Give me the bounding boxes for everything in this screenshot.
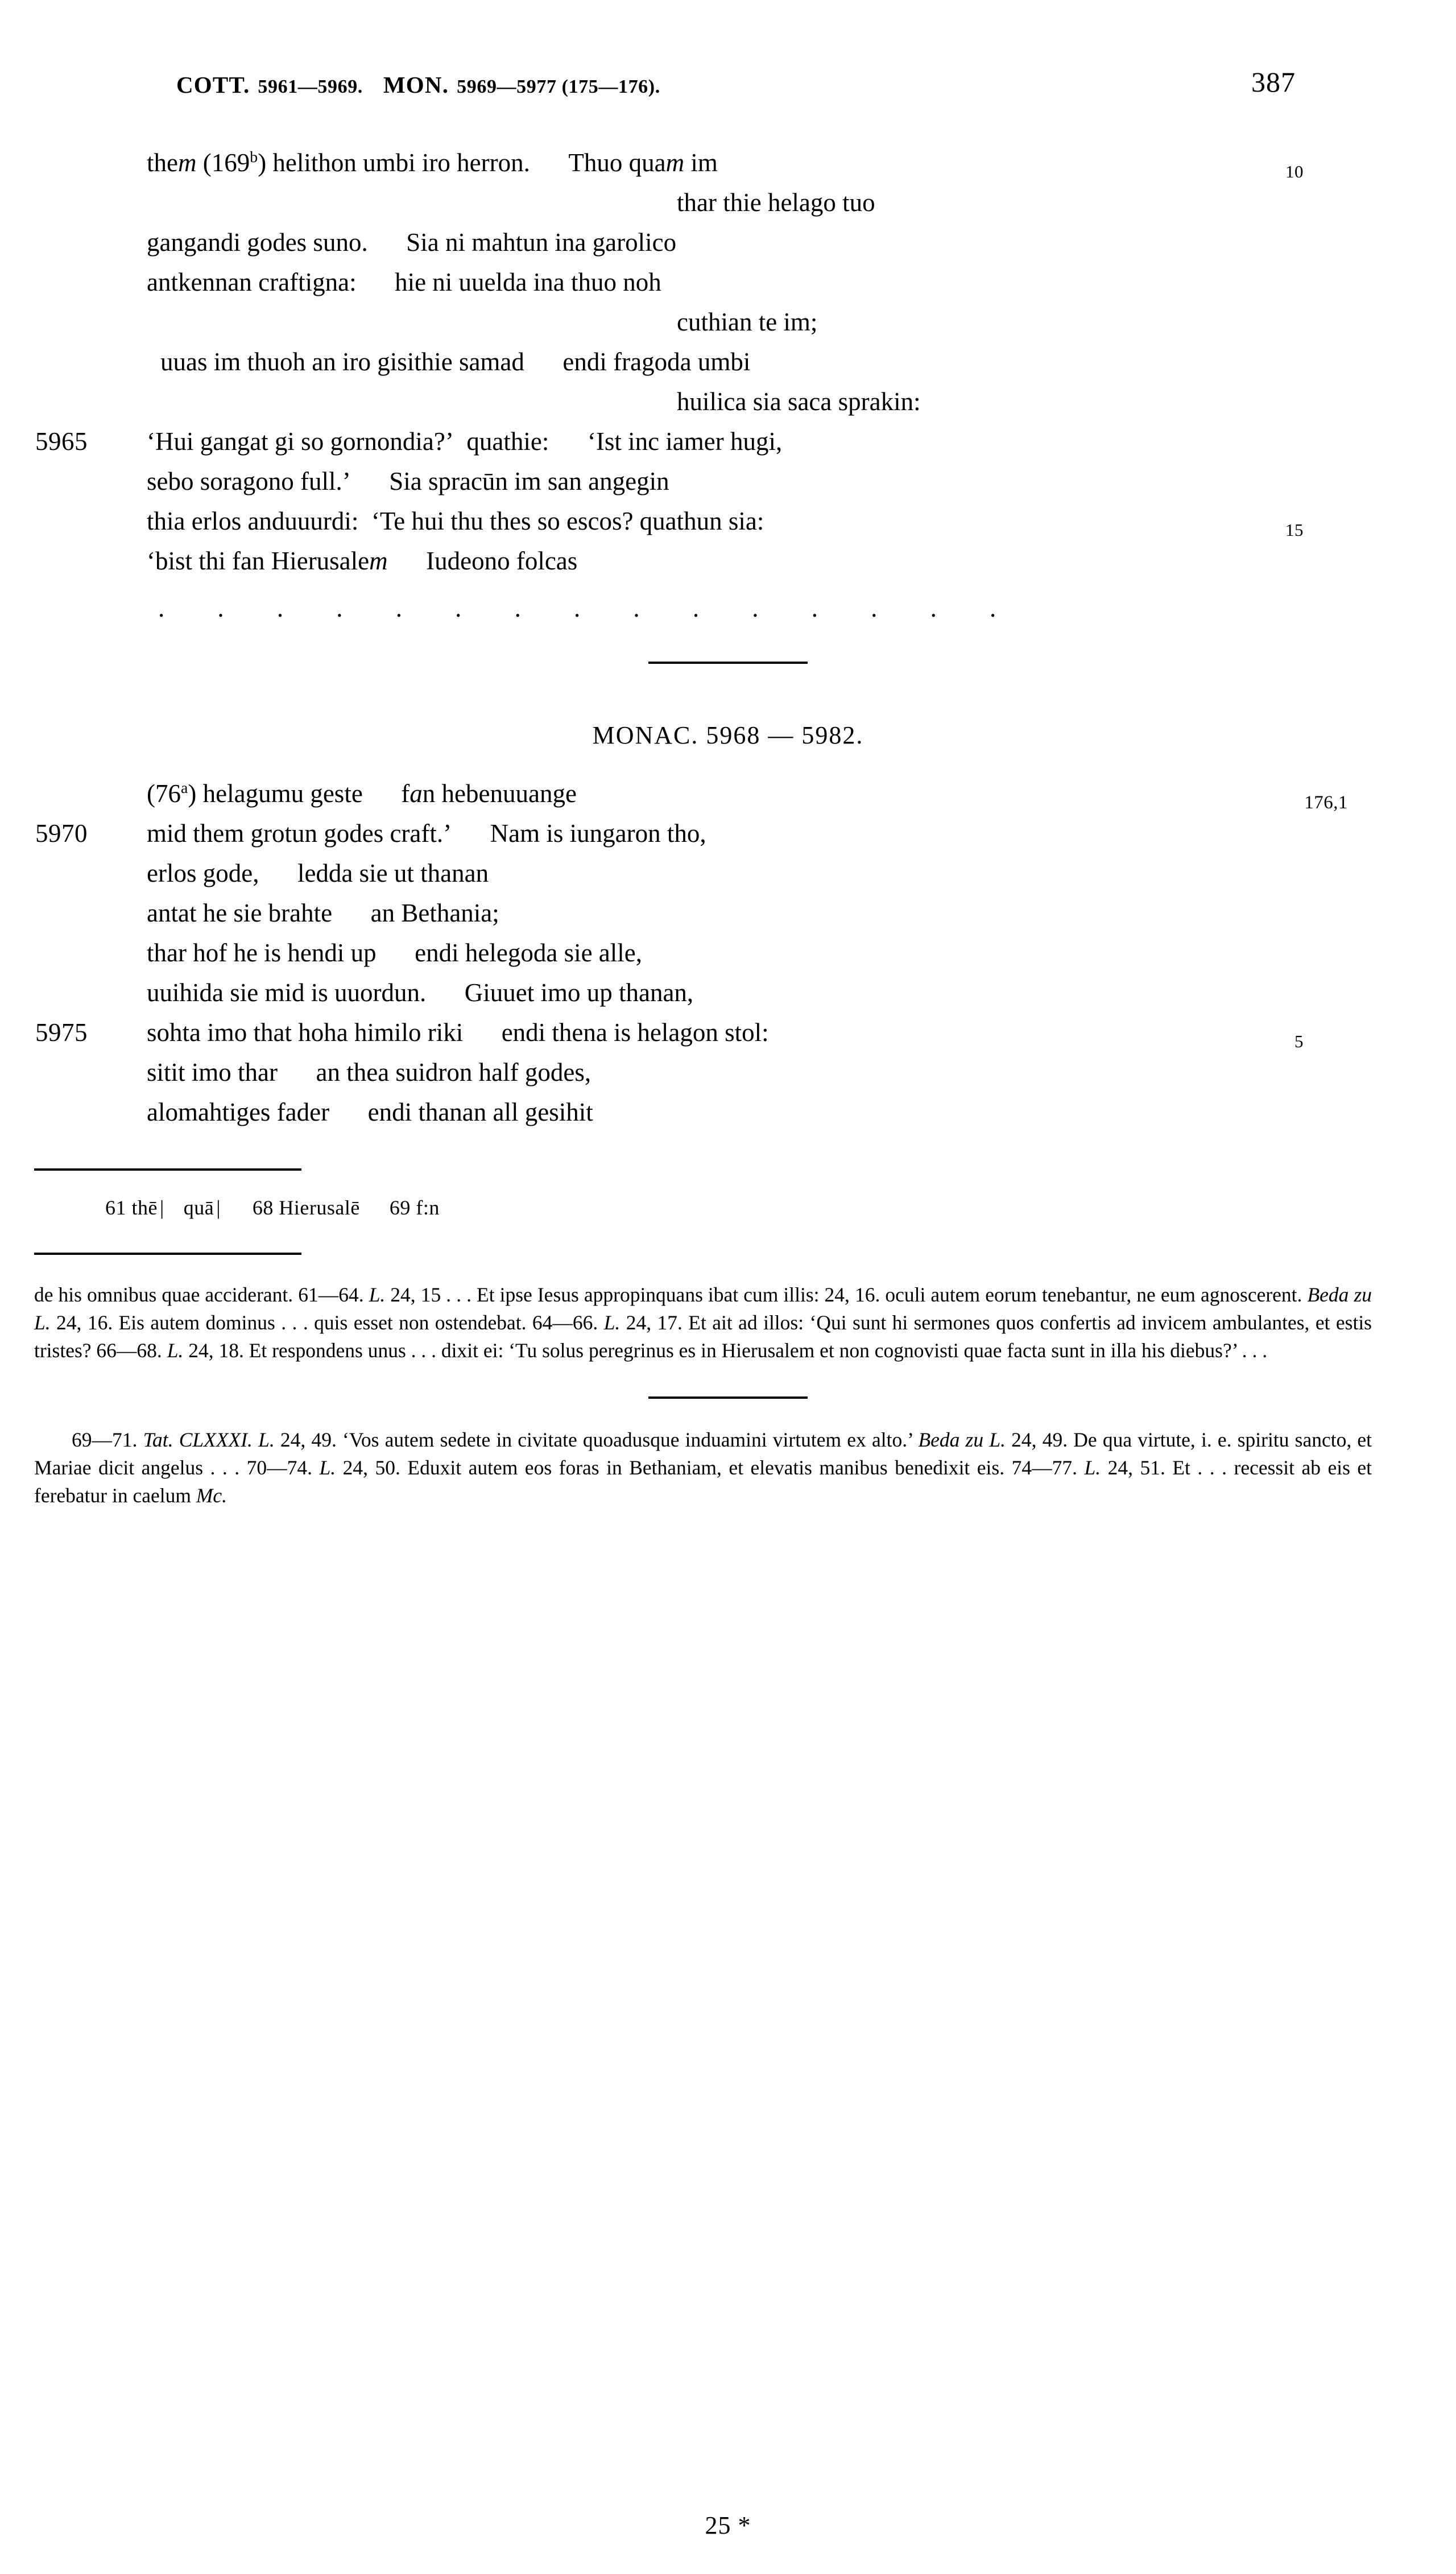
text-run: endi thena is helagon stol: bbox=[501, 1018, 769, 1047]
text-run bbox=[278, 1058, 316, 1086]
italic-text: m bbox=[177, 148, 197, 177]
verse-line bbox=[0, 422, 1456, 461]
notes-divider-rule-1 bbox=[34, 1253, 301, 1255]
verse-line-text bbox=[147, 143, 718, 183]
text-run: sohta imo that hoha himilo riki bbox=[147, 1018, 464, 1047]
text-run: uuas im thuoh an iro gisithie samad bbox=[160, 348, 524, 376]
verse-line bbox=[0, 262, 1456, 302]
text-run: an Bethania; bbox=[370, 899, 499, 927]
apparatus-reading: Hierusalē bbox=[279, 1196, 360, 1219]
text-run bbox=[388, 547, 427, 575]
omission-dots-row bbox=[0, 596, 1456, 632]
text-run: thia erlos anduuurdi: bbox=[147, 507, 359, 535]
apparatus-line-ref: 69 bbox=[389, 1196, 416, 1219]
omission-dot: . bbox=[633, 594, 640, 622]
omission-dot: . bbox=[158, 594, 165, 622]
superscript-marker: b bbox=[250, 148, 258, 166]
section-divider-rule bbox=[648, 662, 808, 664]
italic-text: Beda zu bbox=[918, 1428, 984, 1451]
text-run: ‘Ist inc iamer hugi, bbox=[587, 427, 783, 456]
text-run: gangandi godes suno. bbox=[147, 228, 368, 257]
italic-text: Mc. bbox=[196, 1484, 228, 1507]
verse-line bbox=[0, 853, 1456, 893]
italic-text: a bbox=[410, 779, 423, 808]
verse-margin-reference: 15 bbox=[1285, 520, 1304, 540]
verse-line bbox=[0, 183, 1456, 222]
verse-line-text bbox=[147, 973, 693, 1013]
text-run: the bbox=[147, 148, 178, 177]
text-run: endi thanan all gesihit bbox=[367, 1098, 593, 1126]
italic-text: L. bbox=[603, 1311, 621, 1334]
italic-text: L. bbox=[1084, 1456, 1101, 1479]
text-run: cuthian te im; bbox=[677, 308, 818, 336]
verse-margin-reference: 10 bbox=[1285, 162, 1304, 181]
italic-text: L. bbox=[258, 1428, 275, 1451]
italic-text: L. bbox=[167, 1339, 184, 1362]
text-run: Sia ni mahtun ina garolico bbox=[406, 228, 677, 257]
italic-text: L. bbox=[369, 1283, 386, 1306]
text-run bbox=[332, 899, 371, 927]
omission-dot: . bbox=[455, 594, 462, 622]
verse-line-text bbox=[677, 382, 921, 422]
italic-text: L. bbox=[34, 1311, 51, 1334]
text-run: im bbox=[684, 148, 718, 177]
text-run bbox=[454, 427, 467, 456]
text-run: quathie: bbox=[466, 427, 549, 456]
verse-line bbox=[0, 342, 1456, 382]
running-head-left-range: 5961—5969. bbox=[258, 76, 363, 97]
verse-line-text bbox=[677, 183, 875, 222]
apparatus-reading: thē bbox=[131, 1196, 158, 1219]
italic-text: Tat. CLXXXI. bbox=[143, 1428, 253, 1451]
verse-line bbox=[0, 541, 1456, 581]
text-run: erlos gode, bbox=[147, 859, 259, 887]
text-run bbox=[530, 148, 569, 177]
verse-line-text bbox=[147, 541, 577, 581]
omission-dot: . bbox=[395, 594, 402, 622]
text-run bbox=[524, 348, 563, 376]
text-run bbox=[259, 859, 297, 887]
monac-section-heading: MONAC. 5968 — 5982. bbox=[592, 721, 864, 749]
omission-dot: . bbox=[514, 594, 521, 622]
verse-line bbox=[0, 501, 1456, 541]
verse-line bbox=[0, 382, 1456, 422]
apparatus-reading: quā bbox=[183, 1196, 214, 1219]
omission-dot: . bbox=[276, 594, 284, 622]
omission-dot: . bbox=[752, 594, 759, 622]
italic-text: m bbox=[665, 148, 685, 177]
text-run bbox=[357, 268, 395, 296]
verse-line bbox=[0, 302, 1456, 342]
text-run: Sia spracūn im san angegin bbox=[389, 467, 669, 495]
verse-line-text bbox=[147, 262, 661, 302]
verse-line bbox=[0, 973, 1456, 1013]
verse-margin-reference: 5 bbox=[1294, 1031, 1304, 1051]
text-run bbox=[329, 1098, 368, 1126]
verse-line-text bbox=[147, 1052, 591, 1092]
text-run: 24, 18. Et respondens unus . . . dixit ei: ‘Tu solus peregrinus es in Hierusalem et non cognovisti quae facta sunt in illa his diebus?’ . . . bbox=[183, 1339, 1268, 1362]
running-head-right-main: MON. bbox=[383, 72, 449, 98]
verse-line-text bbox=[147, 1092, 593, 1132]
text-run: 24, 17. Et ait ad illos: ‘Qui sunt hi sermones quos confertis ad invicem ambulantes, et estis tristes? 66—68. bbox=[34, 1311, 1372, 1362]
text-run: 24, 49. ‘Vos autem sedete in civitate quoadusque induamini virtutem ex alto.’ bbox=[274, 1428, 919, 1451]
text-run: Thuo qua bbox=[568, 148, 666, 177]
text-run: ‘Hui gangat gi so gornondia?’ bbox=[147, 427, 454, 456]
verse-line-number: 5975 bbox=[35, 1018, 88, 1047]
text-run: ) helagumu geste bbox=[188, 779, 363, 808]
italic-text: L. bbox=[989, 1428, 1006, 1451]
verse-line bbox=[0, 933, 1456, 973]
verse-line-text bbox=[147, 501, 764, 541]
text-run: (169 bbox=[196, 148, 250, 177]
text-run: thar thie helago tuo bbox=[677, 188, 875, 217]
omission-dot: . bbox=[574, 594, 581, 622]
text-run bbox=[549, 427, 588, 456]
text-run: Nam is iungaron tho, bbox=[490, 819, 706, 848]
monac-verse-block bbox=[0, 774, 1456, 1132]
text-run: thar hof he is hendi up bbox=[147, 939, 377, 967]
text-run: uuihida sie mid is uuordun. bbox=[147, 978, 427, 1007]
text-run bbox=[253, 1428, 258, 1451]
text-run: ‘Te hui thu thes so escos? quathun sia: bbox=[371, 507, 764, 535]
text-run: 69—71. bbox=[72, 1428, 143, 1451]
verse-line-text bbox=[147, 893, 499, 933]
text-run: Iudeono folcas bbox=[426, 547, 578, 575]
text-run bbox=[452, 819, 490, 848]
text-run: 24, 50. Eduxit autem eos foras in Bethaniam, et elevatis manibus benedixit eis. 74—77. bbox=[336, 1456, 1085, 1479]
text-run: ) helithon umbi iro herron. bbox=[258, 148, 530, 177]
running-head-right-range: 5969—5977 (175—176). bbox=[457, 76, 660, 97]
verse-line bbox=[0, 1013, 1456, 1052]
verse-line bbox=[0, 1092, 1456, 1132]
apparatus-reading: f:n bbox=[416, 1196, 440, 1219]
verse-line bbox=[0, 461, 1456, 501]
running-head-title bbox=[176, 71, 660, 98]
text-run bbox=[368, 228, 407, 257]
latin-note-block-1 bbox=[34, 1281, 1372, 1365]
verse-line-text bbox=[147, 222, 676, 262]
verse-line-text bbox=[147, 813, 706, 853]
text-run: mid them grotun godes craft.’ bbox=[147, 819, 452, 848]
text-run: Giuuet imo up thanan, bbox=[464, 978, 694, 1007]
verse-line bbox=[0, 143, 1456, 183]
text-run: n hebenuuange bbox=[422, 779, 577, 808]
text-run: 24, 49. De qua virtute, i. e. spiritu sancto, et Mariae dicit angelus . . . 70—74. bbox=[34, 1428, 1372, 1479]
text-run: 24, 15 . . . Et ipse Iesus appropinquans ibat cum illis: 24, 16. oculi autem eorum tenebantur, ne eum agnoscerent. bbox=[385, 1283, 1308, 1306]
text-run bbox=[377, 939, 415, 967]
notes-divider-rule-2 bbox=[648, 1397, 808, 1399]
text-run: an thea suidron half godes, bbox=[316, 1058, 592, 1086]
text-run: alomahtiges fader bbox=[147, 1098, 330, 1126]
running-head bbox=[0, 66, 1456, 111]
omission-dot: . bbox=[336, 594, 343, 622]
italic-text: L. bbox=[319, 1456, 336, 1479]
text-run: sitit imo thar bbox=[147, 1058, 278, 1086]
verse-line bbox=[0, 893, 1456, 933]
omission-dot: . bbox=[692, 594, 700, 622]
italic-text: Beda zu bbox=[1307, 1283, 1372, 1306]
verse-line-text bbox=[160, 342, 750, 382]
text-run bbox=[351, 467, 390, 495]
omission-dot: . bbox=[871, 594, 878, 622]
text-run bbox=[983, 1428, 989, 1451]
text-run bbox=[363, 779, 402, 808]
verse-line bbox=[0, 813, 1456, 853]
verse-margin-reference: 176,1 bbox=[1304, 792, 1348, 813]
text-run: (76 bbox=[147, 779, 181, 808]
apparatus-separator: | bbox=[216, 1196, 221, 1219]
running-head-left-main: COTT. bbox=[176, 72, 250, 98]
text-run: f bbox=[401, 779, 410, 808]
verse-line-number: 5970 bbox=[35, 819, 88, 848]
omission-dot: . bbox=[990, 594, 996, 622]
verse-line-text bbox=[147, 1013, 769, 1052]
text-run: 24, 16. Eis autem dominus . . . quis esset non ostendebat. 64—66. bbox=[50, 1311, 604, 1334]
verse-line bbox=[0, 1052, 1456, 1092]
verse-line bbox=[0, 774, 1456, 813]
text-run: hie ni uuelda ina thuo noh bbox=[395, 268, 661, 296]
page-number: 387 bbox=[1251, 66, 1296, 98]
document-page bbox=[0, 66, 1456, 2574]
text-run: 24, 51. Et . . . recessit ab eis et ferebatur in caelum bbox=[34, 1456, 1372, 1507]
italic-text: m bbox=[369, 547, 388, 575]
text-run: antat he sie brahte bbox=[147, 899, 333, 927]
variant-apparatus bbox=[105, 1196, 1456, 1220]
omission-dot: . bbox=[217, 594, 224, 622]
text-run bbox=[358, 507, 371, 535]
text-run: ‘bist thi fan Hierusale bbox=[147, 547, 370, 575]
latin-note-block-2 bbox=[34, 1426, 1372, 1510]
text-run bbox=[426, 978, 465, 1007]
text-run: endi fragoda umbi bbox=[562, 348, 751, 376]
text-run: sebo soragono full.’ bbox=[147, 467, 351, 495]
apparatus-line-ref: 68 bbox=[252, 1196, 279, 1219]
cotton-verse-block bbox=[0, 143, 1456, 581]
text-run: endi helegoda sie alle, bbox=[415, 939, 643, 967]
apparatus-line-ref: 61 bbox=[105, 1196, 132, 1219]
apparatus-separator: | bbox=[159, 1196, 164, 1219]
verse-line-text bbox=[147, 933, 642, 973]
text-run: huilica sia saca sprakin: bbox=[677, 387, 921, 416]
footer-signature: 25 * bbox=[705, 2511, 751, 2539]
superscript-marker: a bbox=[181, 779, 188, 797]
text-run: 61—64. bbox=[293, 1283, 369, 1306]
verse-line bbox=[0, 222, 1456, 262]
text-run bbox=[463, 1018, 502, 1047]
apparatus-divider-rule bbox=[34, 1168, 301, 1171]
omission-dot: . bbox=[930, 594, 937, 622]
verse-line-text bbox=[677, 302, 817, 342]
verse-line-text bbox=[147, 461, 669, 501]
text-run: antkennan craftigna: bbox=[147, 268, 357, 296]
verse-line-text bbox=[147, 422, 782, 461]
verse-line-number: 5965 bbox=[35, 427, 88, 456]
text-run: de his omnibus quae acciderant. bbox=[34, 1283, 293, 1306]
verse-line-text bbox=[147, 853, 489, 893]
text-run: ledda sie ut thanan bbox=[297, 859, 489, 887]
omission-dot: . bbox=[811, 594, 818, 622]
verse-line-text bbox=[147, 774, 577, 813]
